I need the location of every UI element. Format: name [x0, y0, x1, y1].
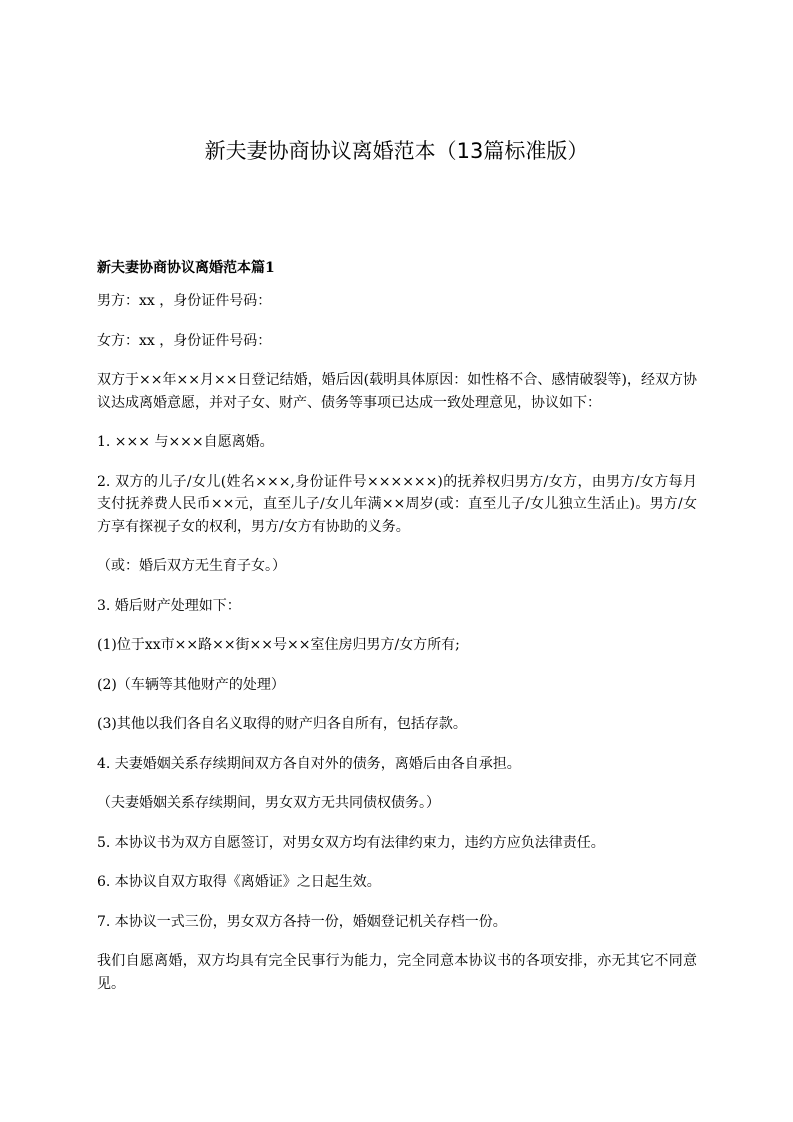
paragraph-clause-5: 5. 本协议书为双方自愿签订，对男女双方均有法律约束力，违约方应负法律责任。 — [97, 834, 605, 851]
paragraph-clause-4: 4. 夫妻婚姻关系存续期间双方各自对外的债务，离婚后由各自承担。 — [97, 755, 521, 772]
paragraph-clause-3-2: (2)（车辆等其他财产的处理） — [97, 676, 285, 693]
document-title: 新夫妻协商协议离婚范本（13篇标准版） — [204, 139, 589, 163]
paragraph-preamble: 双方于××年××月××日登记结婚，婚后因(载明具体原因：如性格不合、感情破裂等)，经双方协议达成离婚意愿，并对子女、财产、债务等事项已达成一致处理意见，协议如下： — [97, 372, 697, 411]
paragraph-clause-3-3: (3)其他以我们各自名义取得的财产归各自所有，包括存款。 — [97, 716, 467, 732]
paragraph-clause-3: 3. 婚后财产处理如下： — [97, 597, 241, 614]
paragraph-female-party: 女方：xx ，身份证件号码： — [97, 332, 272, 349]
section-heading: 新夫妻协商协议离婚范本篇1 — [97, 260, 275, 276]
paragraph-clause-3-1: (1)位于xx市××路××街××号××室住房归男方/女方所有; — [97, 637, 460, 653]
paragraph-clause-2: 2. 双方的儿子/女儿(姓名×××,身份证件号××××××)的抚养权归男方/女方，由男方/女方每月支付抚养费人民币××元，直至儿子/女儿年满××周岁(或：直至儿子/女儿独立生活止)。男方/女方享有探视子女的权利，男方/女方有协助的义务。 — [97, 473, 697, 535]
document-body — [97, 256, 697, 1012]
paragraph-clause-2-alt: （或：婚后双方无生育子女。） — [97, 558, 286, 574]
paragraph-male-party: 男方：xx ，身份证件号码： — [97, 293, 272, 309]
paragraph-clause-7: 7. 本协议一式三份，男女双方各持一份，婚姻登记机关存档一份。 — [97, 913, 507, 930]
paragraph-clause-6: 6. 本协议自双方取得《离婚证》之日起生效。 — [97, 874, 381, 890]
paragraph-clause-4-alt: （夫妻婚姻关系存续期间，男女双方无共同债权债务。） — [97, 795, 440, 811]
paragraph-clause-1: 1. ××× 与×××自愿离婚。 — [97, 434, 274, 450]
paragraph-closing: 我们自愿离婚，双方均具有完全民事行为能力，完全同意本协议书的各项安排，亦无其它不同意见。 — [97, 953, 697, 992]
